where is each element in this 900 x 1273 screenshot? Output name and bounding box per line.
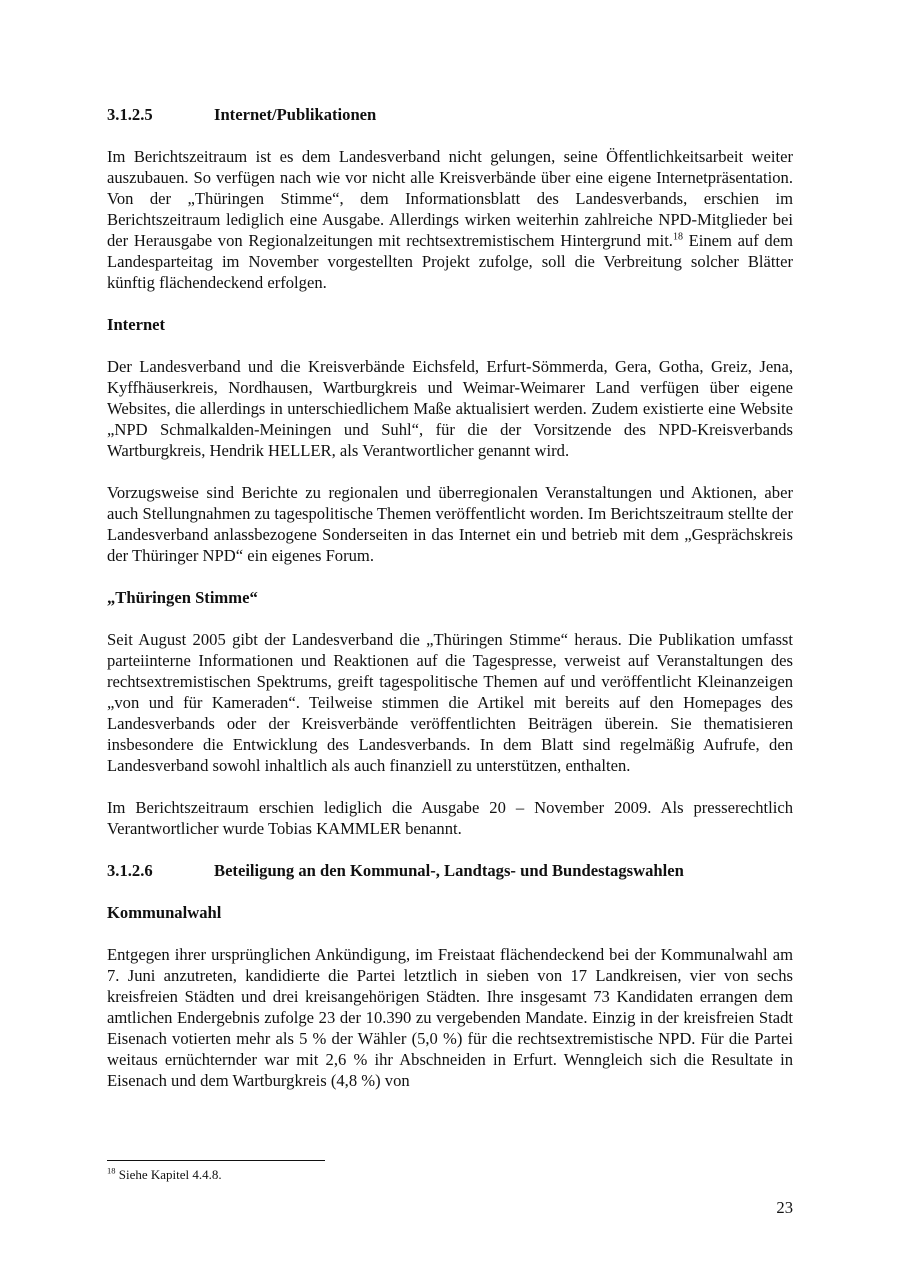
footnote-text: Siehe Kapitel 4.4.8. xyxy=(115,1167,222,1182)
section-title: Beteiligung an den Kommunal-, Landtags- und Bundestagswahlen xyxy=(214,861,684,880)
footnote-number: 18 xyxy=(107,1165,116,1176)
paragraph-stimme-1: Seit August 2005 gibt der Landesverband die „Thüringen Stimme“ heraus. Die Publikation umfasst parteiinterne Informationen und Reaktionen auf die Tagespresse, verweist auf Veranstaltungen des rechtsextremistischen Spektrums, greift tagespolitische Themen auf und veröffentlicht Kleinanzeigen „von und für Kameraden“. Teilweise stimmen die Artikel mit bereits auf den Homepages des Landesverbands oder der Kreisverbände veröffentlichten Beiträgen überein. Sie thematisieren insbesondere die Entwicklung des Landesverbands. In dem Blatt sind regelmäßig Aufrufe, den Landesverband sowohl inhaltlich als auch finanziell zu unterstützen, enthalten. xyxy=(107,630,793,775)
subheading-thueringen-stimme: „Thüringen Stimme“ xyxy=(107,588,258,607)
page-number: 23 xyxy=(776,1198,793,1217)
footnote xyxy=(107,1166,222,1183)
subheading-internet: Internet xyxy=(107,315,166,334)
paragraph-internet-2: Vorzugsweise sind Berichte zu regionalen und überregionalen Veranstaltungen und Aktionen, aber auch Stellungnahmen zu tagespolitische Themen veröffentlicht worden. Im Berichtszeitraum stellte der Landesverband anlassbezogene Sonderseiten in das Internet ein und betrieb mit dem „Gesprächskreis der Thüringer NPD“ ein eigenes Forum. xyxy=(107,483,793,565)
paragraph-stimme-2: Im Berichtszeitraum erschien lediglich die Ausgabe 20 – November 2009. Als presserechtlich Verantwortlicher wurde Tobias KAMMLER benannt. xyxy=(107,798,793,838)
paragraph-kommunalwahl: Entgegen ihrer ursprünglichen Ankündigung, im Freistaat flächendeckend bei der Kommunalwahl am 7. Juni anzutreten, kandidierte die Partei letztlich in sieben von 17 Landkreisen, vier von sechs kreisfreien Städten und drei kreisangehörigen Städten. Ihre insgesamt 73 Kandidaten errangen dem amtlichen Endergebnis zufolge 23 der 10.390 zu vergebenden Mandate. Einzig in der kreisfreien Stadt Eisenach votierten mehr als 5 % der Wähler (5,0 %) für die rechtsextremistische NPD. Für die Partei weitaus ernüchternder war mit 2,6 % ihr Abschneiden in Erfurt. Wenngleich sich die Resultate in Eisenach und dem Wartburgkreis (4,8 %) von xyxy=(107,945,793,1090)
section-heading-3-1-2-6 xyxy=(107,860,793,881)
section-number: 3.1.2.6 xyxy=(107,861,153,880)
paragraph-text: Einem auf dem Landesparteitag im November vorgestellten Projekt zufolge, soll die Verbreitung solcher Blätter künftig flächendeckend erfolgen. xyxy=(107,231,793,292)
section-title: Internet/Publikationen xyxy=(214,105,377,124)
section-heading-3-1-2-5 xyxy=(107,104,793,125)
footnote-reference[interactable]: 18 xyxy=(672,231,683,243)
section-number: 3.1.2.5 xyxy=(107,105,153,124)
page-body xyxy=(107,104,793,1091)
paragraph-intro xyxy=(107,146,793,293)
paragraph-text: Im Berichtszeitraum ist es dem Landesverband nicht gelungen, seine Öffentlichkeitsarbeit weiter auszubauen. So verfügen nach wie vor nicht alle Kreisverbände über eine eigene Internetpräsentation. Von der „Thüringen Stimme“, dem Informationsblatt des Landesverbands, erschien im Berichtszeitraum lediglich eine Ausgabe. Allerdings wirken weiterhin zahlreiche NPD-Mitglieder bei der Herausgabe von Regionalzeitungen mit rechtsextremistischem Hintergrund mit. xyxy=(107,147,793,250)
subheading-kommunalwahl: Kommunalwahl xyxy=(107,903,222,922)
footnote-divider xyxy=(107,1160,325,1161)
paragraph-internet-1: Der Landesverband und die Kreisverbände Eichsfeld, Erfurt-Sömmerda, Gera, Gotha, Greiz, Jena, Kyffhäuserkreis, Nordhausen, Wartburgkreis und Weimar-Weimarer Land verfügen über eigene Websites, die allerdings in unterschiedlichem Maße aktualisiert werden. Zudem existierte eine Website „NPD Schmalkalden-Meiningen und Suhl“, für die der Vorsitzende des NPD-Kreisverbands Wartburgkreis, Hendrik HELLER, als Verantwortlicher genannt wird. xyxy=(107,357,793,460)
